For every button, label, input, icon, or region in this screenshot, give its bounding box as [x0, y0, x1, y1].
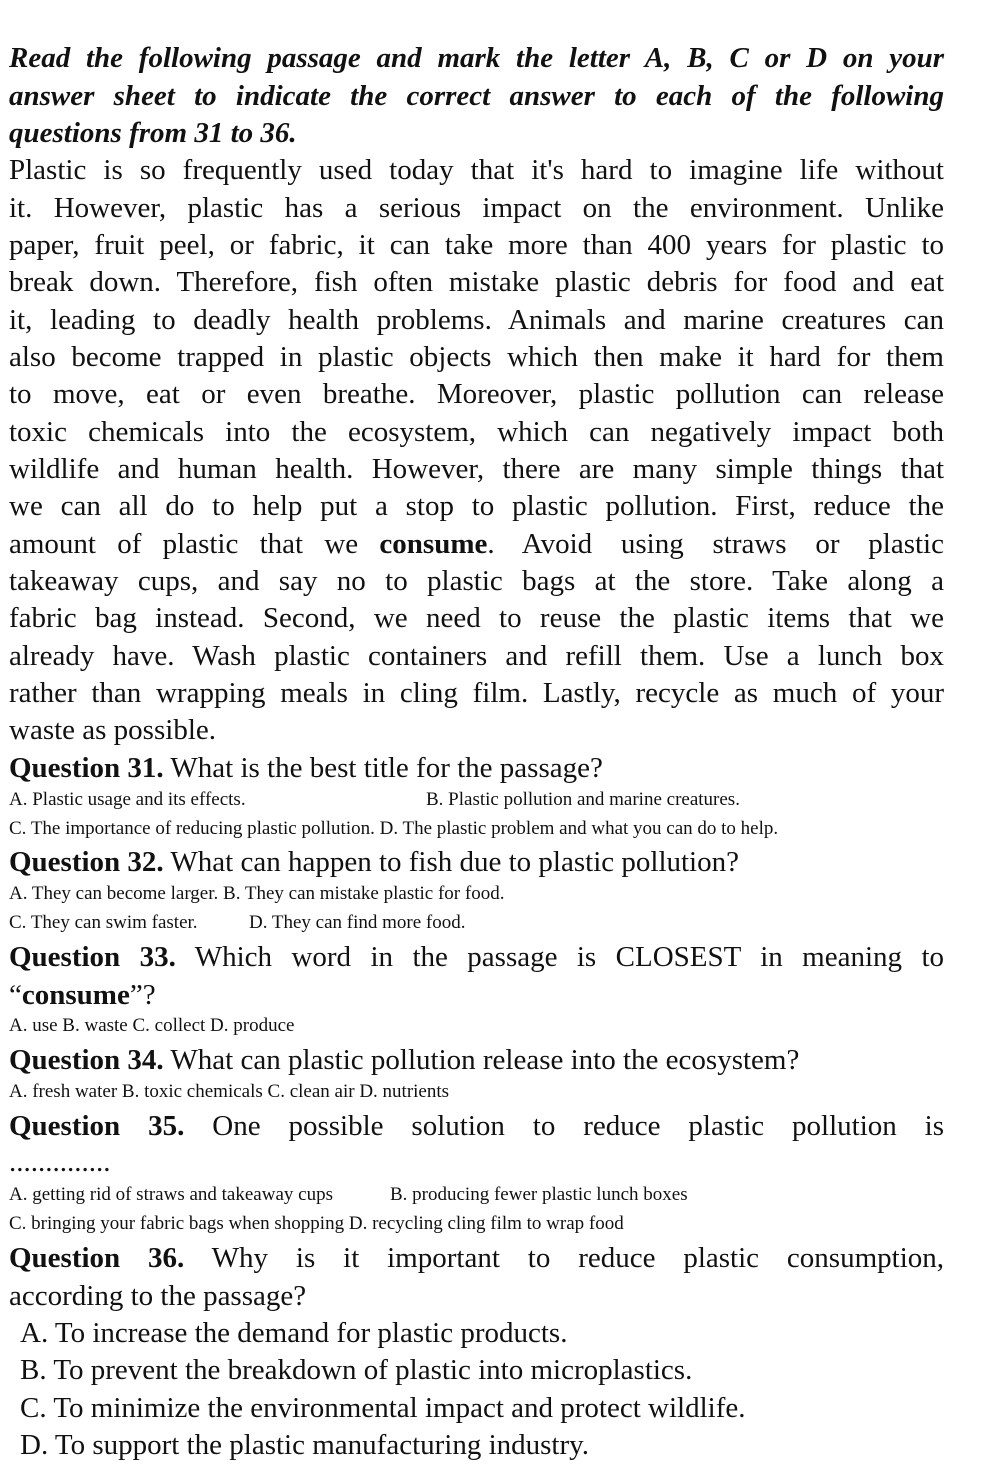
passage-line: to move, eat or even breathe. Moreover, plastic pollution can release: [9, 378, 944, 410]
passage-line: break down. Therefore, fish often mistake plastic debris for food and eat: [9, 266, 944, 298]
keyword-consume: consume: [379, 528, 488, 560]
question-32-options-row-1: [9, 884, 944, 903]
option-32-d[interactable]: D. They can find more food.: [249, 912, 466, 933]
passage-line: Plastic is so frequently used today that it's hard to imagine life without: [9, 154, 944, 186]
question-36-label: Question 36.: [9, 1242, 185, 1274]
passage-line: paper, fruit peel, or fabric, it can take more than 400 years for plastic to: [9, 229, 944, 261]
question-33-keyword: consume: [21, 979, 130, 1011]
answer-blank: ..............: [9, 1146, 111, 1178]
question-34-label: Question 34.: [9, 1044, 164, 1076]
option-36-d[interactable]: D. To support the plastic manufacturing industry.: [20, 1429, 590, 1461]
option-35-a[interactable]: A. getting rid of straws and takeaway cups: [9, 1184, 333, 1205]
passage-line: it. However, plastic has a serious impact on the environment. Unlike: [9, 192, 944, 224]
option-36-b[interactable]: B. To prevent the breakdown of plastic into microplastics.: [20, 1354, 693, 1386]
question-35-options-row-2: [9, 1214, 944, 1233]
question-32-text: What can happen to fish due to plastic pollution?: [163, 846, 739, 878]
question-34: [9, 1046, 944, 1075]
option-35-d[interactable]: D. recycling cling film to wrap food: [344, 1213, 624, 1234]
option-31-a[interactable]: A. Plastic usage and its effects.: [9, 789, 246, 810]
passage-line: wildlife and human health. However, there are many simple things that: [9, 453, 944, 485]
question-31-text: What is the best title for the passage?: [163, 752, 603, 784]
instruction-line-1: Read the following passage and mark the letter A, B, C or D on your: [9, 42, 944, 74]
option-35-b[interactable]: B. producing fewer plastic lunch boxes: [390, 1184, 688, 1205]
question-33-options[interactable]: A. use B. waste C. collect D. produce: [9, 1015, 295, 1036]
option-36-c[interactable]: C. To minimize the environmental impact and protect wildlife.: [20, 1392, 746, 1424]
question-36-line-2: according to the passage?: [9, 1280, 307, 1312]
option-36-a[interactable]: A. To increase the demand for plastic products.: [20, 1317, 568, 1349]
option-32-b[interactable]: B. They can mistake plastic for food.: [218, 883, 505, 904]
question-32: [9, 848, 944, 877]
question-33-line-2: [9, 981, 944, 1010]
option-31-d[interactable]: D. The plastic problem and what you can do to help.: [374, 818, 779, 839]
option-32-c[interactable]: C. They can swim faster.: [9, 912, 198, 933]
question-35-label: Question 35.: [9, 1110, 185, 1142]
question-33-text: Which word in the passage is CLOSEST in meaning to: [175, 941, 945, 973]
option-35-c[interactable]: C. bringing your fabric bags when shopping: [9, 1213, 345, 1234]
question-31-options-row-2: [9, 819, 944, 838]
passage-line-consume: [9, 530, 944, 559]
question-31-options-row-1: [9, 790, 944, 809]
passage-line: it, leading to deadly health problems. Animals and marine creatures can: [9, 304, 944, 336]
passage-line: rather than wrapping meals in cling film. Lastly, recycle as much of your: [9, 677, 944, 709]
passage-line: fabric bag instead. Second, we need to reuse the plastic items that we: [9, 602, 944, 634]
option-32-a[interactable]: A. They can become larger.: [9, 883, 219, 904]
option-31-c[interactable]: C. The importance of reducing plastic pollution.: [9, 818, 375, 839]
question-34-options[interactable]: A. fresh water B. toxic chemicals C. clean air D. nutrients: [9, 1081, 450, 1102]
passage-line: takeaway cups, and say no to plastic bags at the store. Take along a: [9, 565, 944, 597]
question-35-text: One possible solution to reduce plastic pollution is: [184, 1110, 944, 1142]
question-33: [9, 943, 944, 972]
open-quote: “: [9, 979, 22, 1011]
question-35-options-row-1: [9, 1185, 944, 1204]
question-33-label: Question 33.: [9, 941, 176, 973]
instruction-line-2: answer sheet to indicate the correct answer to each of the following: [9, 80, 944, 112]
question-32-label: Question 32.: [9, 846, 164, 878]
passage-text-after-keyword: . Avoid using straws or plastic: [487, 528, 944, 560]
question-31: [9, 754, 944, 783]
passage-text-before-keyword: amount of plastic that we: [9, 528, 380, 560]
question-32-options-row-2: [9, 913, 944, 932]
passage-line: already have. Wash plastic containers and refill them. Use a lunch box: [9, 640, 944, 672]
question-36-text: Why is it important to reduce plastic consumption,: [184, 1242, 944, 1274]
question-31-label: Question 31.: [9, 752, 164, 784]
close-quote: ”?: [129, 979, 156, 1011]
question-35: [9, 1112, 944, 1141]
question-34-text: What can plastic pollution release into the ecosystem?: [163, 1044, 800, 1076]
passage-line: waste as possible.: [9, 714, 216, 746]
question-36: [9, 1244, 944, 1273]
option-31-b[interactable]: B. Plastic pollution and marine creatures.: [426, 789, 740, 810]
passage-line: also become trapped in plastic objects which then make it hard for them: [9, 341, 944, 373]
passage-line: we can all do to help put a stop to plastic pollution. First, reduce the: [9, 490, 944, 522]
instruction-line-3: questions from 31 to 36.: [9, 117, 297, 149]
passage-line: toxic chemicals into the ecosystem, which can negatively impact both: [9, 416, 944, 448]
